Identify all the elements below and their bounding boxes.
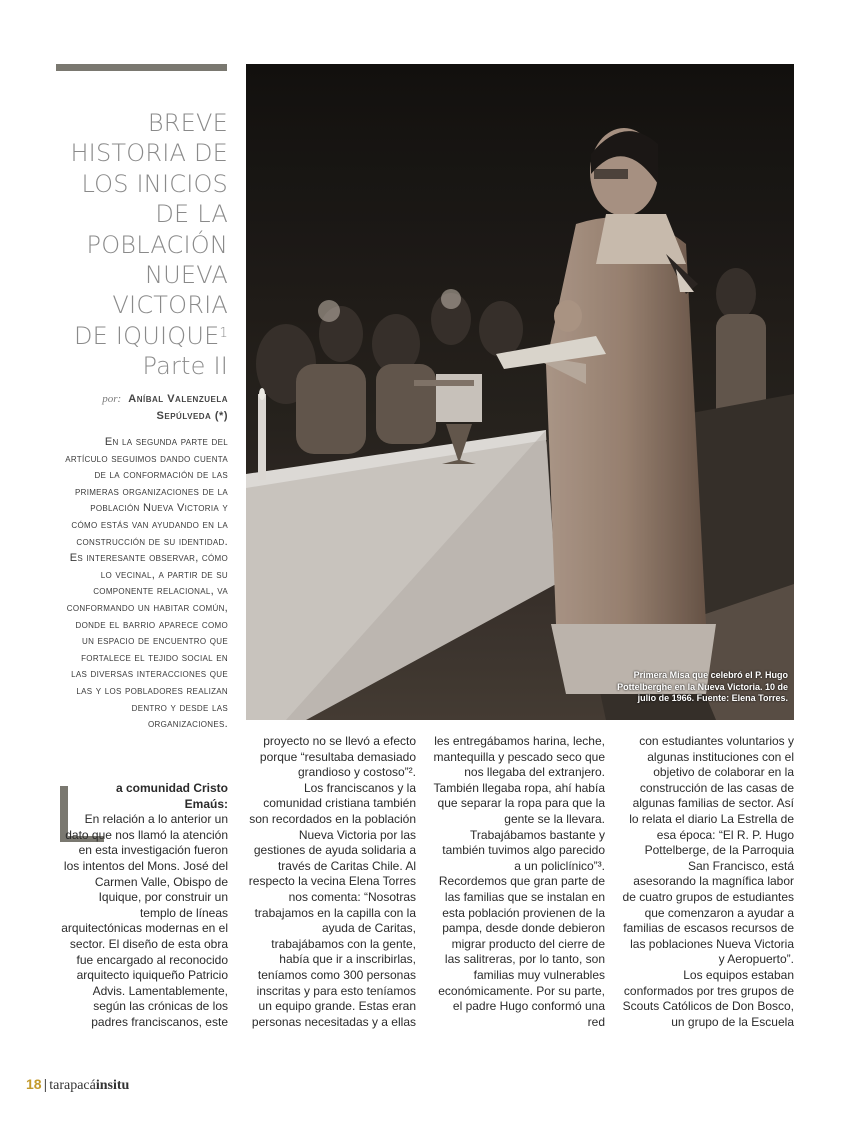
title-line: DE LA bbox=[155, 200, 228, 229]
column-4-paragraph-1: con estudiantes voluntarios y algunas instituciones con el objetivo de colaborar en la construcción de las casas de algunas familias de sector. Así lo relata el diario La Estrella de esa época: “El R. P. Hugo Pottelberge, de la Parroquia San Francisco, está asesorando la magnífica labor de cuatro grupos de estudiantes que comenzaron a ayudar a familias de escasos recursos de las poblaciones Nueva Victoria y Aeropuerto”. bbox=[622, 734, 794, 967]
title-line bbox=[40, 321, 228, 351]
author-name: Aníbal Valenzuela bbox=[128, 393, 228, 405]
column-1-paragraph bbox=[60, 781, 228, 1031]
column-4 bbox=[622, 734, 794, 1030]
footnote-mark: 1 bbox=[219, 325, 228, 341]
title-line: LOS INICIOS bbox=[81, 169, 228, 198]
intro-paragraph: En la segunda parte del artículo seguimos dando cuenta de la conformación de las primeras organizaciones de la población Nueva Victoria y cómo estás van ayudando en la construcción de su identidad. Es interesante observar, cómo lo vecinal, a partir de su componente relacional, va conformando un habitar común, donde el barrio aparece como un espacio de encuentro que fortalece el tejido social en las diversas interacciones que las y los pobladores realizan dentro y desde las organizaciones. bbox=[65, 436, 228, 731]
footer-separator: | bbox=[43, 1076, 48, 1092]
title-line: BREVE bbox=[147, 109, 228, 137]
page-footer bbox=[26, 1076, 129, 1094]
column-2 bbox=[246, 734, 416, 1030]
byline-prefix: por: bbox=[102, 393, 122, 405]
byline bbox=[60, 391, 228, 425]
title-line: NUEVA bbox=[145, 261, 228, 290]
magazine-name bbox=[49, 1078, 129, 1093]
section-lead: a comunidad Cristo Emaús: bbox=[115, 781, 228, 811]
article-subtitle: Parte II bbox=[142, 352, 228, 381]
magazine-name-b: insitu bbox=[95, 1078, 130, 1093]
magazine-name-a: tarapacá bbox=[49, 1078, 96, 1093]
column-3-paragraph-2: Recordemos que gran parte de las familias que se instalan en esta población provienen de la pampa, desde donde debieron migrar producto del cierre de las salitreras, por lo tanto, son familias muy vulnerables económicamente. Por su parte, el padre Hugo conformó una red bbox=[438, 874, 605, 1029]
title-line: HISTORIA DE bbox=[70, 139, 228, 168]
column-3 bbox=[433, 734, 605, 1030]
title-line: VICTORIA bbox=[112, 291, 228, 320]
photo-caption: Primera Misa que celebró el P. Hugo Pottelberghe en la Nueva Victoria. 10 de julio de 1966. Fuente: Elena Torres. bbox=[617, 670, 788, 703]
column-3-paragraph-1: les entregábamos harina, leche, mantequilla y pescado seco que nos llegaba del extranjero. También llegaba ropa, ahí había que separar la ropa para que la gente se la llevara. Trabajábamos bastante y también tuvimos algo parecido a un policlínico”³. bbox=[433, 734, 605, 873]
title-line: POBLACIÓN bbox=[86, 230, 228, 259]
title-accent-bar bbox=[56, 64, 227, 71]
title-last-line: DE IQUIQUE bbox=[74, 321, 220, 350]
column-2-paragraph-1: proyecto no se llevó a efecto porque “resultaba demasiado grandioso y costoso”². bbox=[259, 734, 416, 780]
article-title bbox=[40, 108, 228, 382]
photo-illustration bbox=[246, 64, 794, 720]
page-number: 18 bbox=[26, 1076, 42, 1092]
article-photo bbox=[246, 64, 794, 720]
column-1-text: En relación a lo anterior un dato que nos llamó la atención en esta investigación fueron los intentos del Mons. José del Carmen Valle, Obispo de Iquique, por construir un templo de líneas arquitectónicas modernas en el sector. El diseño de esta obra fue encargado al reconocido arquitecto iquiqueño Patricio Advis. Lamentablemente, según las crónicas de los padres franciscanos, este bbox=[61, 812, 228, 1029]
column-2-paragraph-2: Los franciscanos y la comunidad cristiana también son recordados en la población Nueva Victoria por las gestiones de ayuda solidaria a través de Caritas Chile. Al respecto la vecina Elena Torres nos comenta: “Nosotras trabajamos en la capilla con la ayuda de Caritas, trabajábamos con la gente, había que ir a inscribirlas, teníamos como 300 personas inscritas y para esto teníamos un equipo grande. Estas eran personas necesitadas y a ellas bbox=[248, 780, 416, 1029]
author-name-2: Sepúlveda (*) bbox=[156, 410, 228, 422]
column-1 bbox=[60, 781, 228, 1031]
column-4-paragraph-2: Los equipos estaban conformados por tres grupos de Scouts Católicos de Don Bosco, un grupo de la Escuela bbox=[622, 967, 794, 1029]
